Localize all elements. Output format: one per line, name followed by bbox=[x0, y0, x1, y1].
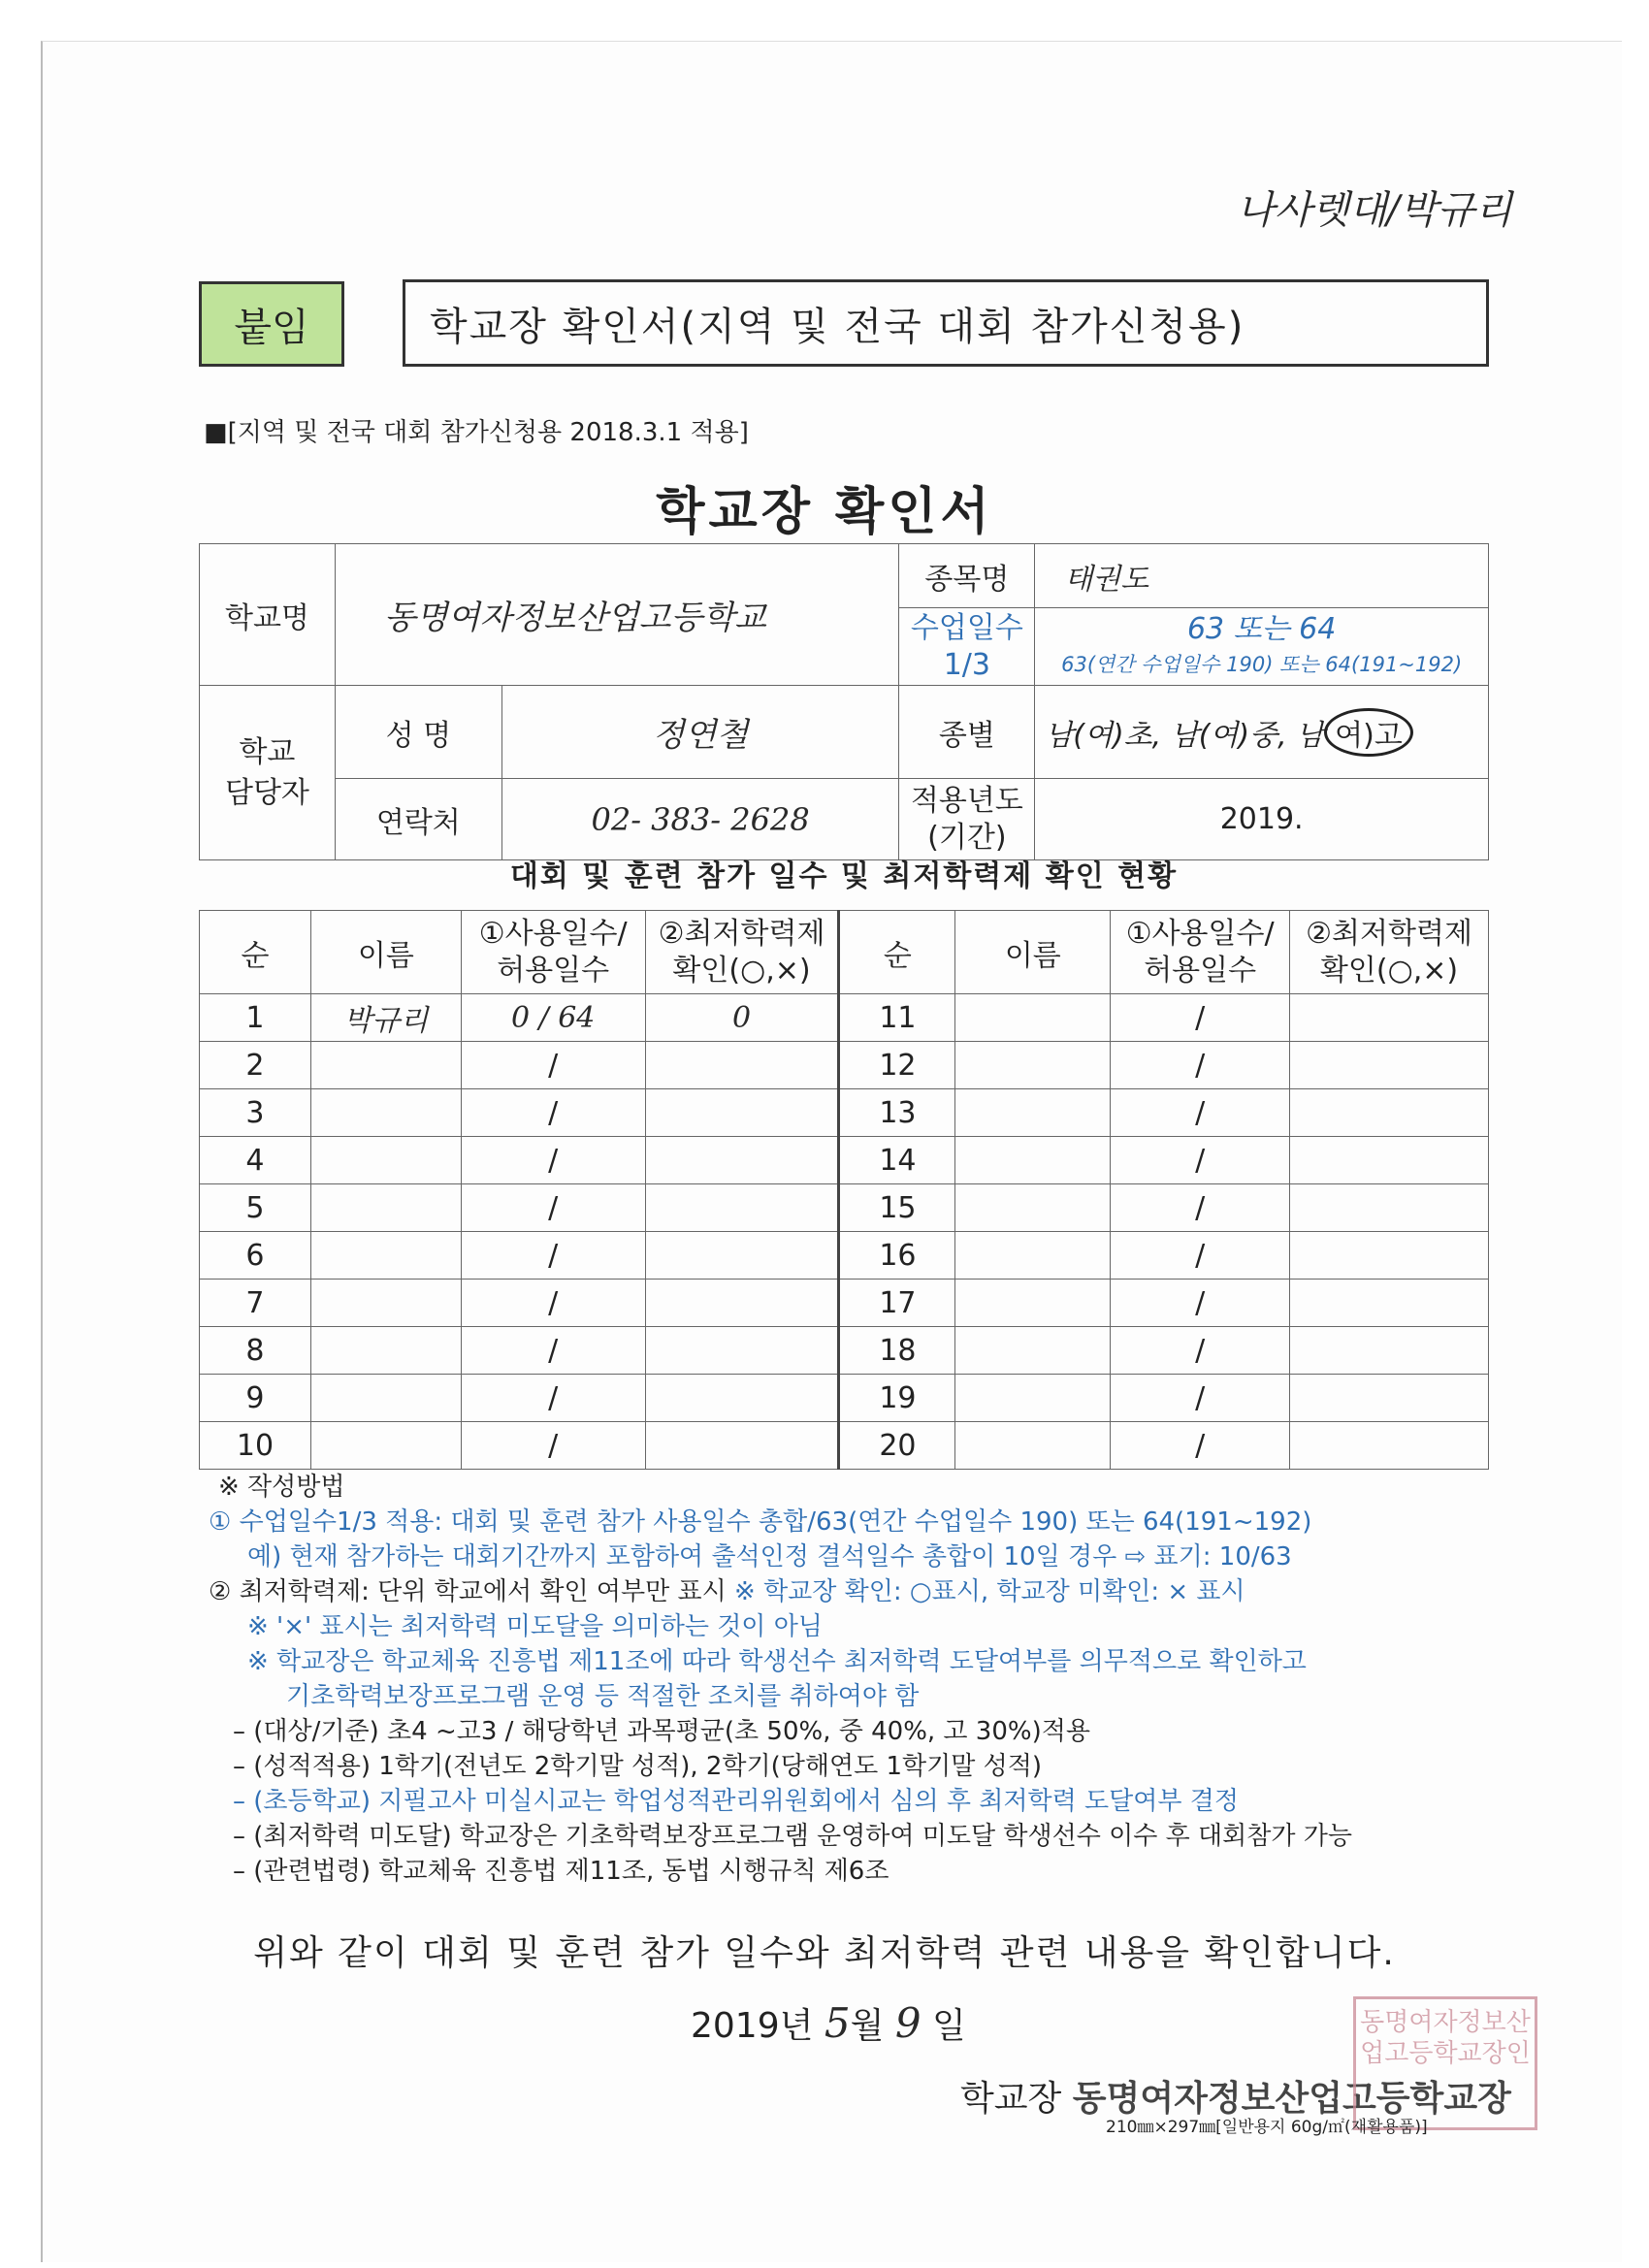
header-check-right-line2: 확인(○,×) bbox=[1319, 953, 1459, 988]
instruction-line: ※ '×' 표시는 최저학력 미도달을 의미하는 것이 아님 bbox=[247, 1612, 823, 1641]
row-name bbox=[955, 1184, 1111, 1232]
row-number: 10 bbox=[200, 1422, 311, 1470]
row-check bbox=[1290, 1280, 1489, 1327]
table-row bbox=[200, 994, 1489, 1042]
document-header-title: 학교장 확인서(지역 및 전국 대회 참가신청용) bbox=[403, 279, 1489, 367]
table-row bbox=[200, 1375, 1489, 1422]
date-month: 5 bbox=[824, 1999, 851, 2047]
header-check-left bbox=[645, 911, 839, 994]
info-table bbox=[199, 543, 1489, 860]
instruction-line: – (초등학교) 지필고사 미실시교는 학업성적관리위원회에서 심의 후 최저학력 도달여부 결정 bbox=[233, 1787, 1239, 1816]
row-name bbox=[310, 1375, 461, 1422]
division-options: 남(여)초, 남(여)중, 남 bbox=[1045, 718, 1325, 753]
class-days-value bbox=[1035, 608, 1489, 686]
confirmation-statement: 위와 같이 대회 및 훈련 참가 일수와 최저학력 관련 내용을 확인합니다. bbox=[253, 1933, 1396, 1973]
row-name bbox=[310, 1280, 461, 1327]
row-check bbox=[1290, 1375, 1489, 1422]
row-number: 18 bbox=[839, 1327, 955, 1375]
row-check bbox=[645, 1184, 839, 1232]
instructions-heading: ※ 작성방법 bbox=[218, 1473, 345, 1502]
row-check bbox=[1290, 1089, 1489, 1137]
header-days-right-line2: 허용일수 bbox=[1144, 953, 1257, 988]
table-row bbox=[200, 1089, 1489, 1137]
contact-label: 연락처 bbox=[335, 779, 501, 860]
row-number: 4 bbox=[200, 1137, 311, 1184]
date-day-unit: 일 bbox=[932, 2006, 966, 2046]
row-days: / bbox=[1111, 1280, 1290, 1327]
row-name bbox=[310, 1327, 461, 1375]
row-name bbox=[310, 1042, 461, 1089]
row-days: / bbox=[1111, 1232, 1290, 1280]
header-check-left-line1: ②최저학력제 bbox=[658, 916, 825, 951]
row-number: 13 bbox=[839, 1089, 955, 1137]
page-title: 학교장 확인서 bbox=[656, 483, 993, 541]
header-no-right: 순 bbox=[839, 911, 955, 994]
row-check bbox=[1290, 1042, 1489, 1089]
row-number: 2 bbox=[200, 1042, 311, 1089]
date-day: 9 bbox=[894, 1999, 922, 2047]
row-name: 박규리 bbox=[310, 994, 461, 1042]
row-days: / bbox=[461, 1089, 645, 1137]
header-check-left-line2: 확인(○,×) bbox=[672, 953, 811, 988]
header-check-right-line1: ②최저학력제 bbox=[1306, 916, 1472, 951]
row-name bbox=[310, 1184, 461, 1232]
row-check bbox=[1290, 994, 1489, 1042]
division-circled: 여)고 bbox=[1324, 708, 1413, 757]
row-name bbox=[955, 1375, 1111, 1422]
row-check bbox=[645, 1422, 839, 1470]
table-row bbox=[200, 1137, 1489, 1184]
year-label-line2: (기간) bbox=[927, 820, 1007, 855]
year-value: 2019. bbox=[1035, 779, 1489, 860]
row-days: / bbox=[1111, 1422, 1290, 1470]
row-number: 16 bbox=[839, 1232, 955, 1280]
row-number: 9 bbox=[200, 1375, 311, 1422]
row-check bbox=[645, 1137, 839, 1184]
instruction-line bbox=[209, 1574, 1508, 1609]
signature-date bbox=[691, 1998, 966, 2048]
row-days: / bbox=[1111, 1184, 1290, 1232]
official-seal-stamp: 동명여자정보산업고등학교장인 bbox=[1353, 1996, 1537, 2130]
row-days: / bbox=[1111, 1089, 1290, 1137]
row-days: / bbox=[461, 1042, 645, 1089]
staff-name-label: 성 명 bbox=[335, 686, 501, 779]
division-label: 종별 bbox=[899, 686, 1035, 779]
table-row bbox=[200, 1042, 1489, 1089]
class-days-value-main: 63 또는 64 bbox=[1186, 611, 1337, 646]
row-name bbox=[955, 1327, 1111, 1375]
header-name-right: 이름 bbox=[955, 911, 1111, 994]
row-check bbox=[645, 1280, 839, 1327]
row-name bbox=[310, 1137, 461, 1184]
staff-name-value: 정연철 bbox=[501, 686, 899, 779]
instruction-line: ① 수업일수1/3 적용: 대회 및 훈련 참가 사용일수 총합/63(연간 수업일수 190) 또는 64(191~192) bbox=[209, 1507, 1312, 1537]
class-days-label-line2: 1/3 bbox=[943, 647, 990, 682]
header-days-left-line1: ①사용일수/ bbox=[478, 916, 628, 951]
row-name bbox=[955, 994, 1111, 1042]
row-name bbox=[310, 1422, 461, 1470]
date-year: 2019년 bbox=[691, 2006, 814, 2046]
year-label bbox=[899, 779, 1035, 860]
principal-school: 동명여자정보산업고등학교장 bbox=[1072, 2079, 1511, 2119]
row-number: 7 bbox=[200, 1280, 311, 1327]
instruction-line-part: ※ 학교장 확인: ○표시, 학교장 미확인: × 표시 bbox=[734, 1577, 1245, 1606]
row-check bbox=[645, 1042, 839, 1089]
row-number: 1 bbox=[200, 994, 311, 1042]
header-days-right-line1: ①사용일수/ bbox=[1125, 916, 1275, 951]
date-month-unit: 월 bbox=[850, 2006, 885, 2046]
event-label: 종목명 bbox=[899, 544, 1035, 608]
row-number: 14 bbox=[839, 1137, 955, 1184]
row-number: 11 bbox=[839, 994, 955, 1042]
row-days: / bbox=[461, 1184, 645, 1232]
row-name bbox=[310, 1232, 461, 1280]
row-name bbox=[955, 1089, 1111, 1137]
row-days: / bbox=[461, 1327, 645, 1375]
table-row bbox=[200, 1327, 1489, 1375]
subtitle: ■[지역 및 전국 대회 참가신청용 2018.3.1 적용] bbox=[204, 418, 749, 447]
row-days: / bbox=[1111, 994, 1290, 1042]
handwritten-corner-note: 나사렛대/박규리 bbox=[1237, 188, 1512, 233]
row-days: / bbox=[1111, 1327, 1290, 1375]
paper-spec: 210㎜×297㎜[일반용지 60g/㎡(재활용품)] bbox=[1106, 2118, 1428, 2137]
staff-label bbox=[200, 686, 336, 860]
header-days-right bbox=[1111, 911, 1290, 994]
row-days: / bbox=[1111, 1042, 1290, 1089]
row-name bbox=[955, 1422, 1111, 1470]
instruction-line: ※ 학교장은 학교체육 진흥법 제11조에 따라 학생선수 최저학력 도달여부를 의무적으로 확인하고 bbox=[247, 1647, 1307, 1676]
row-check bbox=[1290, 1422, 1489, 1470]
participation-table bbox=[199, 910, 1489, 1470]
row-check: 0 bbox=[645, 994, 839, 1042]
row-number: 15 bbox=[839, 1184, 955, 1232]
instruction-line: – (최저학력 미도달) 학교장은 기초학력보장프로그램 운영하여 미도달 학생선수 이수 후 대회참가 가능 bbox=[233, 1822, 1352, 1851]
row-check bbox=[645, 1232, 839, 1280]
row-number: 12 bbox=[839, 1042, 955, 1089]
row-check bbox=[1290, 1137, 1489, 1184]
staff-label-line2: 담당자 bbox=[224, 775, 309, 810]
row-days: 0 / 64 bbox=[461, 994, 645, 1042]
row-check bbox=[645, 1375, 839, 1422]
header-days-left bbox=[461, 911, 645, 994]
class-days-label-line1: 수업일수 bbox=[910, 610, 1023, 645]
row-name bbox=[955, 1042, 1111, 1089]
row-days: / bbox=[461, 1422, 645, 1470]
class-days-label bbox=[899, 608, 1035, 686]
division-value bbox=[1035, 686, 1489, 779]
year-label-line1: 적용년도 bbox=[910, 783, 1023, 818]
row-days: / bbox=[461, 1232, 645, 1280]
row-name bbox=[955, 1232, 1111, 1280]
instruction-line: 기초학력보장프로그램 운영 등 적절한 조치를 취하여야 함 bbox=[286, 1682, 920, 1711]
row-days: / bbox=[461, 1137, 645, 1184]
section-title: 대회 및 훈련 참가 일수 및 최저학력제 확인 현황 bbox=[509, 859, 1179, 893]
instruction-line: – (성적적용) 1학기(전년도 2학기말 성적), 2학기(당해연도 1학기말 성적) bbox=[233, 1752, 1043, 1781]
row-days: / bbox=[1111, 1375, 1290, 1422]
row-name bbox=[955, 1280, 1111, 1327]
table-row bbox=[200, 1232, 1489, 1280]
instruction-line: – (대상/기준) 초4 ~고3 / 해당학년 과목평균(초 50%, 중 40%, 고 30%)적용 bbox=[233, 1717, 1090, 1746]
header-name-left: 이름 bbox=[310, 911, 461, 994]
row-check bbox=[1290, 1184, 1489, 1232]
contact-value: 02- 383- 2628 bbox=[501, 779, 899, 860]
table-row bbox=[200, 1422, 1489, 1470]
row-days: / bbox=[461, 1280, 645, 1327]
instruction-line: 예) 현재 참가하는 대회기간까지 포함하여 출석인정 결석일수 총합이 10일 경우 ⇨ 표기: 10/63 bbox=[247, 1542, 1292, 1571]
instructions bbox=[209, 1470, 1508, 1889]
row-days: / bbox=[1111, 1137, 1290, 1184]
class-days-value-detail: 63(연간 수업일수 190) 또는 64(191~192) bbox=[1061, 652, 1463, 676]
row-check bbox=[645, 1089, 839, 1137]
header-days-left-line2: 허용일수 bbox=[497, 953, 610, 988]
row-name bbox=[310, 1089, 461, 1137]
row-number: 20 bbox=[839, 1422, 955, 1470]
row-number: 8 bbox=[200, 1327, 311, 1375]
row-check bbox=[645, 1327, 839, 1375]
school-name-label: 학교명 bbox=[200, 544, 336, 686]
instruction-line: – (관련법령) 학교체육 진흥법 제11조, 동법 시행규칙 제6조 bbox=[233, 1857, 889, 1886]
row-number: 6 bbox=[200, 1232, 311, 1280]
row-name bbox=[955, 1137, 1111, 1184]
row-check bbox=[1290, 1327, 1489, 1375]
table-row bbox=[200, 1184, 1489, 1232]
school-name-value: 동명여자정보산업고등학교 bbox=[335, 544, 899, 686]
row-number: 19 bbox=[839, 1375, 955, 1422]
row-number: 3 bbox=[200, 1089, 311, 1137]
header-check-right bbox=[1290, 911, 1489, 994]
row-days: / bbox=[461, 1375, 645, 1422]
event-value: 태권도 bbox=[1035, 544, 1489, 608]
attachment-badge: 붙임 bbox=[199, 281, 344, 367]
principal-label: 학교장 bbox=[960, 2079, 1062, 2119]
staff-label-line1: 학교 bbox=[239, 734, 296, 769]
row-number: 5 bbox=[200, 1184, 311, 1232]
table-row bbox=[200, 1280, 1489, 1327]
row-check bbox=[1290, 1232, 1489, 1280]
instruction-line-part: ② 최저학력제: 단위 학교에서 확인 여부만 표시 bbox=[209, 1577, 735, 1606]
header-no-left: 순 bbox=[200, 911, 311, 994]
row-number: 17 bbox=[839, 1280, 955, 1327]
